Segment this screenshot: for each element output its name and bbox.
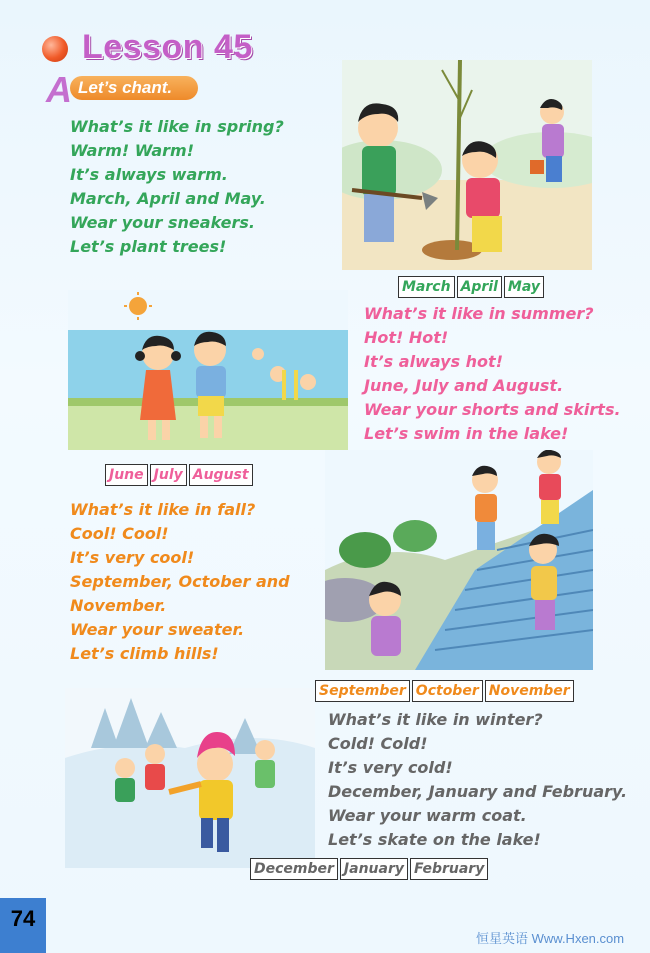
verse-line: Cool! Cool!: [70, 524, 169, 543]
month-label: December: [250, 858, 338, 880]
winter-verse: [328, 708, 627, 852]
verse-line: Wear your shorts and skirts.: [364, 400, 621, 419]
fall-illustration: [325, 450, 593, 670]
verse-line: Let’s plant trees!: [70, 237, 227, 256]
verse-line: November.: [70, 596, 167, 615]
page-number: 74: [0, 898, 46, 953]
verse-line: Warm! Warm!: [70, 141, 195, 160]
month-label: February: [410, 858, 488, 880]
month-label: March: [398, 276, 455, 298]
verse-line: It’s always warm.: [70, 165, 228, 184]
spring-verse: [70, 115, 284, 259]
summer-illustration: [68, 290, 348, 450]
spring-months: [398, 276, 546, 298]
verse-line: Wear your sweater.: [70, 620, 245, 639]
verse-line: It’s very cold!: [328, 758, 453, 777]
fall-verse: [70, 498, 290, 666]
verse-line: June, July and August.: [364, 376, 564, 395]
verse-line: March, April and May.: [70, 189, 266, 208]
winter-months: [250, 858, 490, 880]
month-label: August: [189, 464, 253, 486]
verse-line: Let’s swim in the lake!: [364, 424, 569, 443]
spring-illustration: [342, 60, 592, 270]
section-label: Let’s chant.: [70, 76, 198, 100]
section-letter: A: [46, 69, 72, 110]
fall-months: [315, 680, 576, 702]
month-label: April: [457, 276, 502, 298]
month-label: September: [315, 680, 410, 702]
lesson-title: Lesson 45: [82, 28, 253, 66]
verse-line: Wear your warm coat.: [328, 806, 527, 825]
watermark: 恒星英语 Www.Hxen.com: [476, 931, 625, 946]
verse-line: What’s it like in fall?: [70, 500, 256, 519]
summer-verse: [364, 302, 621, 446]
summer-months: [105, 464, 255, 486]
month-label: January: [340, 858, 408, 880]
month-label: May: [504, 276, 544, 298]
verse-line: It’s always hot!: [364, 352, 503, 371]
verse-line: What’s it like in summer?: [364, 304, 594, 323]
winter-illustration: [65, 688, 315, 868]
verse-line: Let’s skate on the lake!: [328, 830, 541, 849]
month-label: October: [412, 680, 483, 702]
verse-line: Let’s climb hills!: [70, 644, 219, 663]
verse-line: It’s very cool!: [70, 548, 195, 567]
month-label: June: [105, 464, 148, 486]
verse-line: What’s it like in winter?: [328, 710, 543, 729]
verse-line: September, October and: [70, 572, 290, 591]
verse-line: Wear your sneakers.: [70, 213, 255, 232]
verse-line: December, January and February.: [328, 782, 628, 801]
month-label: November: [485, 680, 574, 702]
bullet-dot-icon: [42, 36, 68, 62]
verse-line: What’s it like in spring?: [70, 117, 284, 136]
verse-line: Hot! Hot!: [364, 328, 449, 347]
verse-line: Cold! Cold!: [328, 734, 428, 753]
month-label: July: [150, 464, 187, 486]
